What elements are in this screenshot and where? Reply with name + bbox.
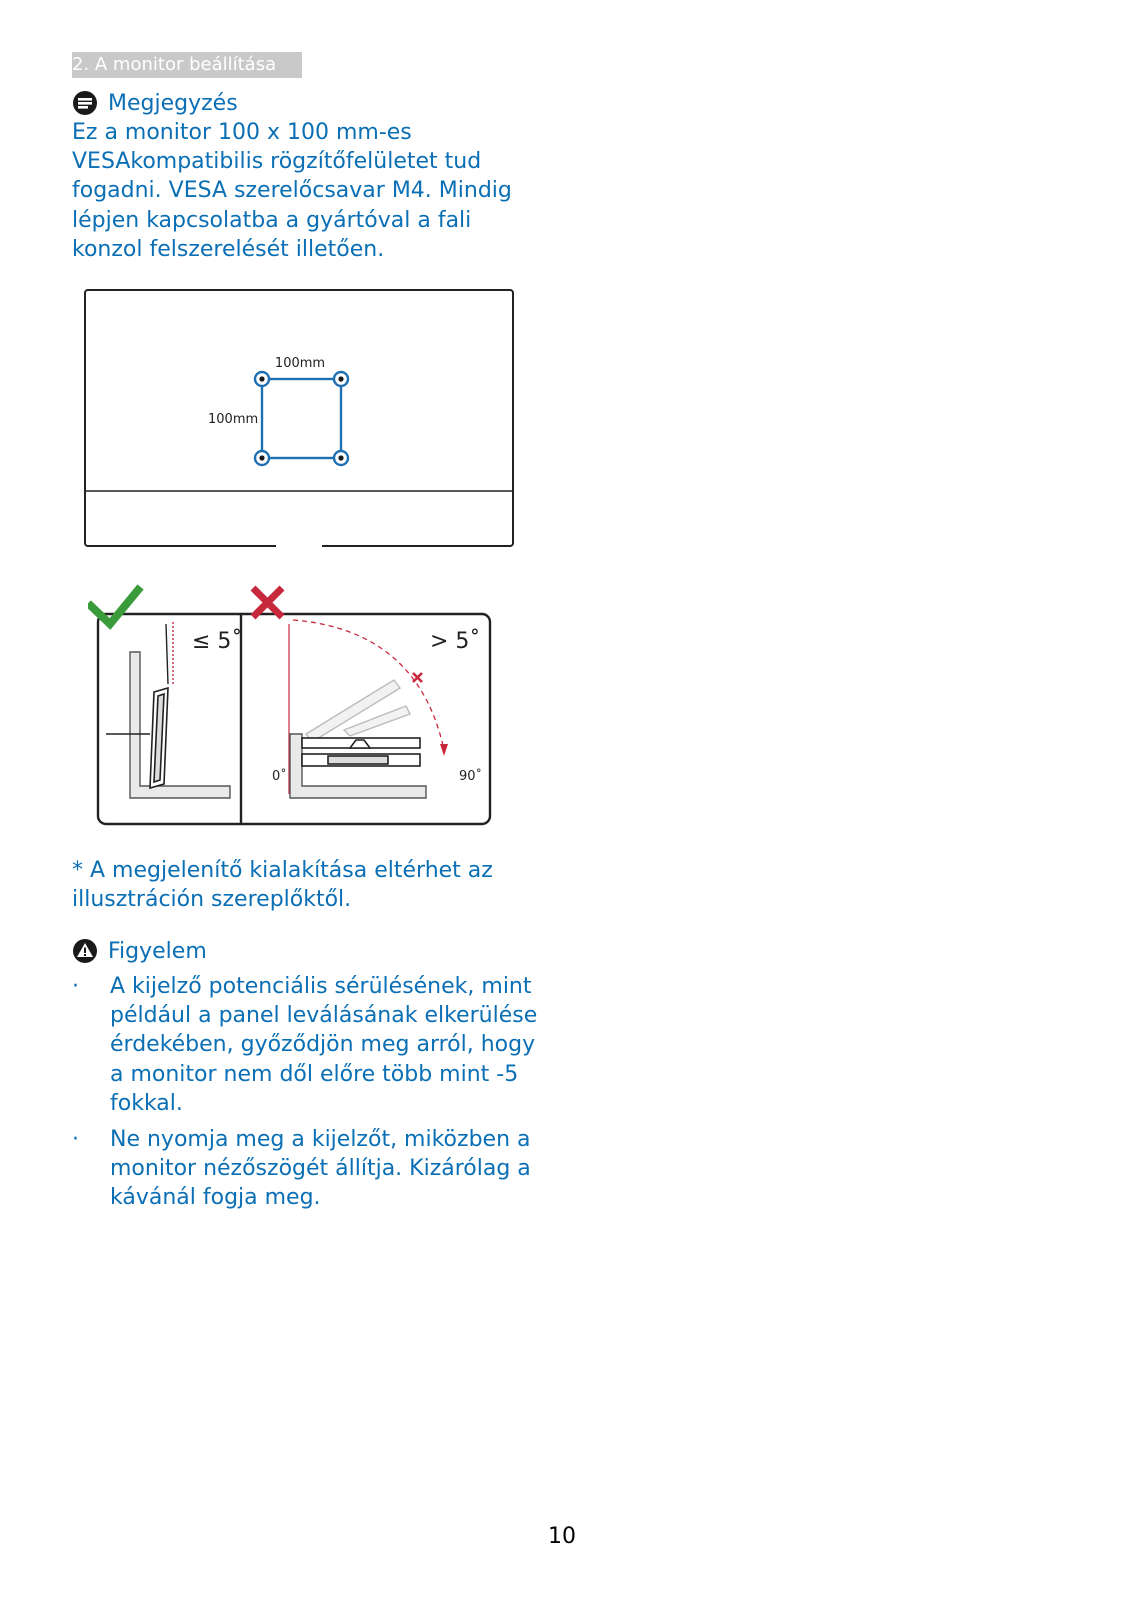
monitor-back-outline (85, 290, 513, 546)
vesa-mount-figure (84, 289, 516, 551)
tilt-figure (88, 584, 508, 830)
note-text: Ez a monitor 100 x 100 mm-es VESAkompatibilis rögzítőfelületet tud fogadni. VESA szerelőcsavar M4. Mindig lépjen kapcsolatba a gyártóval a fali konzol felszerelését illetően. (72, 120, 512, 262)
vesa-horizontal-label: 100mm (274, 356, 326, 371)
warning-item: · A kijelző potenciális sérülésének, mint például a panel leválásának elkerülése érdekében, győződjön meg arról, hogy a monitor nem dől előre több mint -5 fokkal. (72, 974, 538, 1116)
tilt-bad-label: > 5˚ (430, 629, 481, 654)
warning-list (72, 972, 542, 1220)
note-heading (72, 88, 238, 118)
warning-icon (72, 938, 98, 964)
note-icon (72, 90, 98, 116)
cross-icon (253, 588, 282, 617)
tilt-ninety-label: 90˚ (459, 769, 483, 784)
warning-heading (72, 936, 207, 966)
tilt-zero-label: 0˚ (272, 769, 287, 784)
tilt-ok-label: ≤ 5˚ (192, 629, 243, 654)
footnote: * A megjelenítő kialakítása eltérhet az illusztráción szereplőktől. (72, 858, 493, 913)
vesa-vertical-label: 100mm (208, 412, 259, 427)
warning-item: · Ne nyomja meg a kijelzőt, miközben a monitor nézőszögét állítja. Kizárólag a kávánál fogja meg. (72, 1127, 531, 1211)
section-tab: 2. A monitor beállítása (72, 52, 302, 78)
warning-title: Figyelem (108, 938, 207, 964)
note-title: Megjegyzés (108, 90, 238, 116)
page-number: 10 (548, 1524, 576, 1549)
